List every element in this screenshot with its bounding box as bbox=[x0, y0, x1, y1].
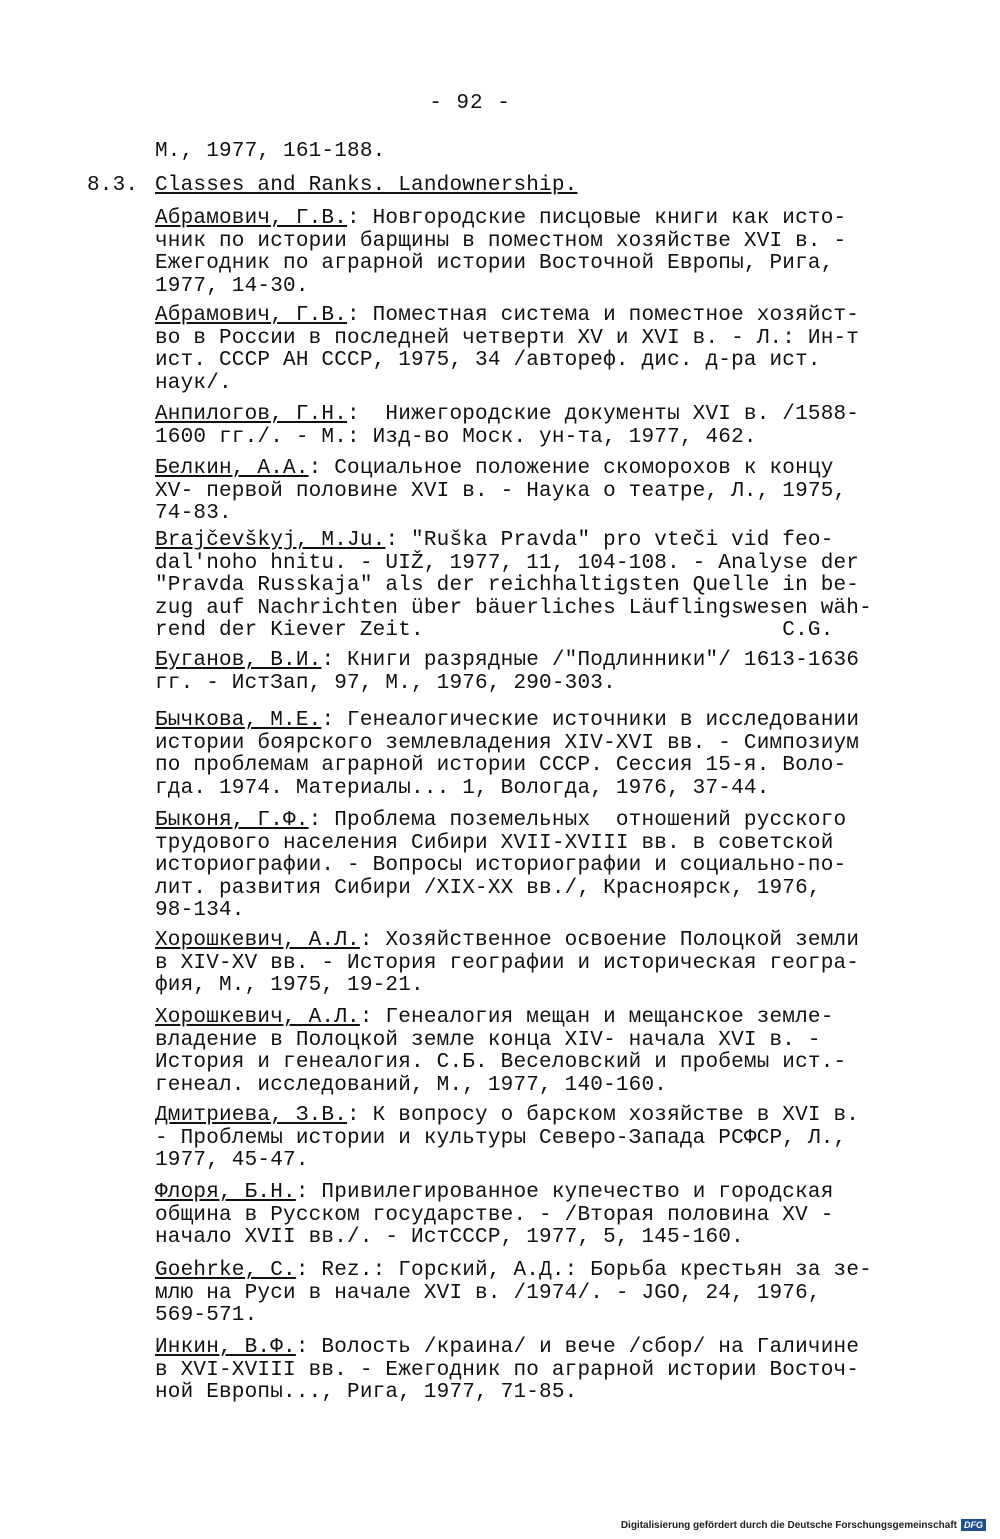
entry-line: XV- первой половине XVI в. - Наука о театре, Л., 1975, bbox=[155, 479, 847, 503]
entry-line: Абрамович, Г.В.: Поместная система и поместное хозяйст- bbox=[155, 304, 860, 327]
entry-line: - Проблемы истории и культуры Северо-Запада РСФСР, Л., bbox=[155, 1126, 847, 1150]
bibliography-entry bbox=[155, 404, 895, 449]
entry-line: 569-571. bbox=[155, 1304, 258, 1327]
entry-line: Хорошкевич, А.Л.: Генеалогия мещан и мещанское земле- bbox=[155, 1006, 834, 1029]
entry-line: Goehrke, C.: Rez.: Горский, А.Д.: Борьба крестьян за зе- bbox=[155, 1259, 872, 1282]
entry-line: гда. 1974. Материалы... 1, Вологда, 1976, 37-44. bbox=[155, 776, 770, 800]
entry-author: Brajčevškyj, M.Ju. bbox=[155, 529, 386, 552]
bibliography-entry bbox=[155, 1260, 895, 1328]
page-number: - 92 - bbox=[429, 92, 511, 115]
bibliography-entry bbox=[155, 305, 895, 395]
entry-line: Инкин, В.Ф.: Волость /краина/ и вече /сбор/ на Галичине bbox=[155, 1336, 860, 1359]
bibliography-entry bbox=[155, 458, 895, 526]
entry-line: гг. - ИстЗап, 97, М., 1976, 290-303. bbox=[155, 671, 616, 695]
entry-author: Инкин, В.Ф. bbox=[155, 1336, 296, 1359]
bibliography-entry bbox=[155, 810, 895, 923]
bibliography-entry bbox=[155, 930, 895, 998]
entry-author: Бычкова, М.Е. bbox=[155, 709, 322, 732]
entry-line: Хорошкевич, А.Л.: Хозяйственное освоение Полоцкой земли bbox=[155, 929, 860, 952]
entry-line: Буганов, В.И.: Книги разрядные /"Подлинники"/ 1613-1636 bbox=[155, 649, 860, 672]
entry-line: лит. развития Сибири /XIX-XX вв./, Красноярск, 1976, bbox=[155, 876, 821, 900]
entry-line: Абрамович, Г.В.: Новгородские писцовые книги как исто- bbox=[155, 207, 847, 230]
entry-line: rend der Kiever Zeit. C.G. bbox=[155, 619, 834, 642]
entry-line: 1977, 45-47. bbox=[155, 1149, 309, 1172]
entry-line: dal'noho hnitu. - UIŽ, 1977, 11, 104-108. - Analyse der bbox=[155, 551, 860, 575]
entry-author: Буганов, В.И. bbox=[155, 649, 322, 672]
entry-line: Дмитриева, З.В.: К вопросу о барском хозяйстве в XVI в. bbox=[155, 1104, 860, 1127]
entry-line: Быконя, Г.Ф.: Проблема поземельных отношений русского bbox=[155, 809, 847, 832]
footer-text: Digitalisierung gefördert durch die Deutsche Forschungsgemeinschaft bbox=[620, 1519, 957, 1531]
entry-line: Белкин, А.А.: Социальное положение скоморохов к концу bbox=[155, 457, 834, 480]
entry-line: община в Русском государстве. - /Вторая половина XV - bbox=[155, 1203, 834, 1227]
entry-line: Бычкова, М.Е.: Генеалогические источники в исследовании bbox=[155, 709, 860, 732]
entry-line: 98-134. bbox=[155, 899, 245, 922]
entry-line: ной Европы..., Рига, 1977, 71-85. bbox=[155, 1381, 578, 1404]
entry-author: Анпилогов, Г.Н. bbox=[155, 403, 348, 426]
entry-line: 1977, 14-30. bbox=[155, 274, 309, 298]
digitization-footer bbox=[621, 1519, 986, 1531]
entry-author: Goehrke, C. bbox=[155, 1259, 296, 1282]
entry-line: в XVI-XVIII вв. - Ежегодник по аграрной истории Восточ- bbox=[155, 1358, 860, 1382]
bibliography-entry bbox=[155, 1182, 895, 1250]
bibliography-entry bbox=[155, 530, 895, 643]
entry-author: Быконя, Г.Ф. bbox=[155, 809, 309, 832]
entry-line: трудового населения Сибири XVII-XVIII вв. в советской bbox=[155, 831, 834, 855]
entry-line: млю на Руси в начале XVI в. /1974/. - JGO, 24, 1976, bbox=[155, 1281, 821, 1305]
entry-line: "Pravda Russkaja" als der reichhaltigsten Quelle in be- bbox=[155, 574, 860, 597]
entry-line: наук/. bbox=[155, 371, 232, 395]
bibliography-entry bbox=[155, 1337, 895, 1405]
bibliography-entry bbox=[155, 650, 895, 695]
entry-author: Белкин, А.А. bbox=[155, 457, 309, 480]
entry-line: чник по истории барщины в поместном хозяйстве XVI в. - bbox=[155, 229, 847, 253]
entry-author: Абрамович, Г.В. bbox=[155, 207, 348, 230]
entry-line: Флоря, Б.Н.: Привилегированное купечество и городская bbox=[155, 1181, 834, 1204]
continuation-line: M., 1977, 161-188. bbox=[155, 140, 386, 163]
entry-line: ист. СССР АН СССР, 1975, 34 /автореф. дис. д-ра ист. bbox=[155, 349, 821, 372]
bibliography-entry bbox=[155, 1105, 895, 1173]
section-number: 8.3. bbox=[87, 174, 139, 197]
section-title: Classes and Ranks. Landownership. bbox=[155, 174, 578, 197]
entry-line: фия, М., 1975, 19-21. bbox=[155, 974, 424, 997]
dfg-logo-icon: DFG bbox=[961, 1519, 986, 1531]
bibliography-entry bbox=[155, 1007, 895, 1097]
entry-author: Абрамович, Г.В. bbox=[155, 304, 348, 327]
bibliography-entry bbox=[155, 710, 895, 800]
entry-author: Хорошкевич, А.Л. bbox=[155, 929, 360, 952]
entry-line: по проблемам аграрной истории СССР. Сессия 15-я. Воло- bbox=[155, 754, 847, 777]
bibliography-entry bbox=[155, 208, 895, 298]
entry-line: владение в Полоцкой земле конца XIV- начала XVI в. - bbox=[155, 1028, 821, 1052]
entry-author: Флоря, Б.Н. bbox=[155, 1181, 296, 1204]
entry-line: истории боярского землевладения XIV-XVI вв. - Симпозиум bbox=[155, 731, 860, 755]
entry-line: Ежегодник по аграрной истории Восточной Европы, Рига, bbox=[155, 252, 834, 275]
entry-line: 74-83. bbox=[155, 502, 232, 525]
entry-line: генеал. исследований, М., 1977, 140-160. bbox=[155, 1073, 668, 1097]
entry-line: 1600 гг./. - М.: Изд-во Моск. ун-та, 1977, 462. bbox=[155, 425, 757, 449]
entry-line: Анпилогов, Г.Н.: Нижегородские документы XVI в. /1588- bbox=[155, 403, 860, 426]
entry-author: Дмитриева, З.В. bbox=[155, 1104, 348, 1127]
entry-line: Brajčevškyj, M.Ju.: "Ruška Pravda" pro vteči vid feo- bbox=[155, 529, 834, 552]
entry-author: Хорошкевич, А.Л. bbox=[155, 1006, 360, 1029]
entry-line: историографии. - Вопросы историографии и социально-по- bbox=[155, 854, 847, 877]
entry-line: zug auf Nachrichten über bäuerliches Läuflingswesen wäh- bbox=[155, 596, 872, 620]
entry-line: История и генеалогия. С.Б. Веселовский и пробемы ист.- bbox=[155, 1051, 847, 1074]
entry-line: начало XVII вв./. - ИстСССР, 1977, 5, 145-160. bbox=[155, 1226, 744, 1249]
entry-line: в XIV-XV вв. - История географии и историческая геогра- bbox=[155, 951, 860, 975]
entry-line: во в России в последней четверти XV и XVI в. - Л.: Ин-т bbox=[155, 326, 860, 350]
